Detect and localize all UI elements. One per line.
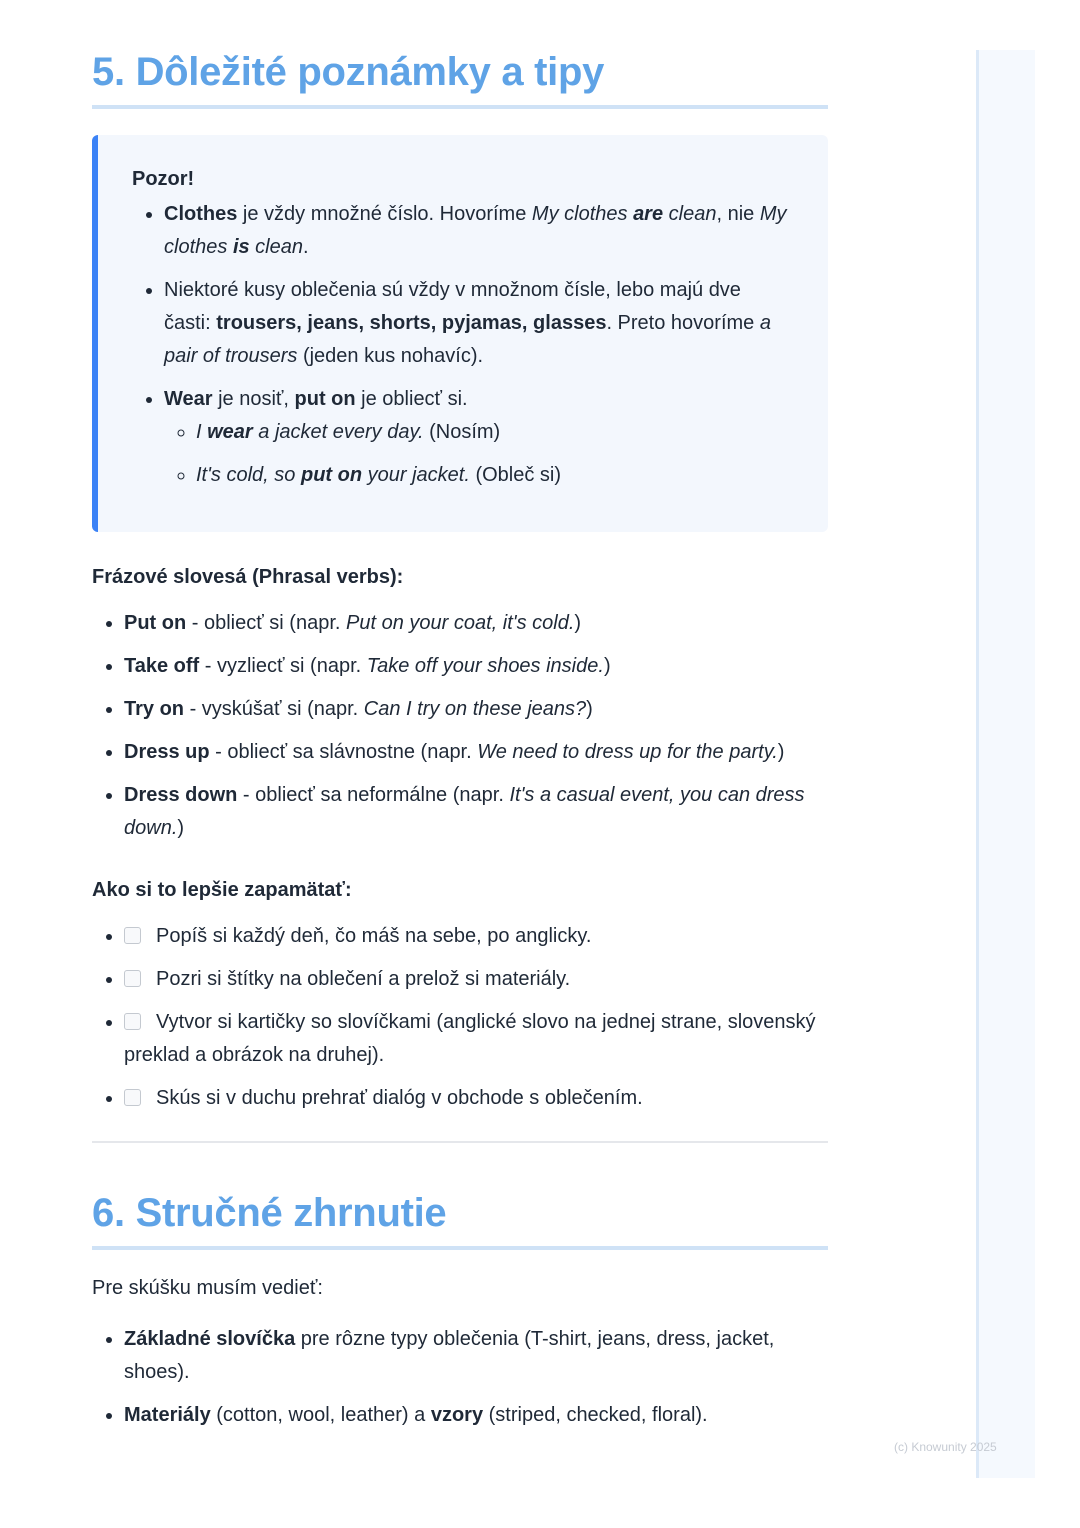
section-5-title: 5. Dôležité poznámky a tipy: [92, 50, 828, 109]
memorize-heading: Ako si to lepšie zapamätať:: [92, 879, 352, 901]
list-item: • Put on - obliecť si (napr. Put on your coat, it's cold.): [124, 607, 828, 640]
callout-item-clothes: • Clothes je vždy množné číslo. Hovoríme My clothes are clean, nie My clothes is clean.: [164, 198, 788, 264]
phrasal-verbs-heading: Frázové slovesá (Phrasal verbs):: [92, 566, 404, 588]
checkbox[interactable]: [124, 1013, 141, 1030]
wear-examples: [164, 416, 788, 492]
summary-intro: Pre skúšku musím vedieť:: [92, 1277, 323, 1299]
list-item: • Take off - vyzliecť si (napr. Take off your shoes inside.): [124, 650, 828, 683]
callout-item-wear: • Wear je nosiť, put on je obliecť si. ◦ I wear a jacket every day. (Nosím) ◦ It's cold, so put on your jacket. (Obleč si): [164, 383, 788, 492]
callout-item-plural: • Niektoré kusy oblečenia sú vždy v množnom čísle, lebo majú dve časti: trousers, jeans, shorts, pyjamas, glasses. Preto hovoríme a pair of trousers (jeden kus nohavíc).: [164, 274, 788, 373]
document-content: [92, 50, 828, 1442]
phrasal-verbs-list: [92, 607, 828, 845]
list-item: • Try on - vyskúšať si (napr. Can I try on these jeans?): [124, 693, 828, 726]
put-on-example: ◦ It's cold, so put on your jacket. (Obleč si): [196, 459, 788, 492]
list-item: • Materiály (cotton, wool, leather) a vzory (striped, checked, floral).: [124, 1399, 828, 1432]
section-divider: [92, 1141, 828, 1143]
checklist-item: • Skús si v duchu prehrať dialóg v obchode s oblečením.: [124, 1082, 828, 1115]
checklist-item: • Popíš si každý deň, čo máš na sebe, po anglicky.: [124, 920, 828, 953]
checkbox[interactable]: [124, 970, 141, 987]
list-item: • Dress down - obliecť sa neformálne (napr. It's a casual event, you can dress down.): [124, 779, 828, 845]
list-item: • Základné slovíčka pre rôzne typy oblečenia (T-shirt, jeans, dress, jacket, shoes).: [124, 1323, 828, 1389]
wear-example: ◦ I wear a jacket every day. (Nosím): [196, 416, 788, 449]
summary-list: [92, 1323, 828, 1432]
checklist-item: • Pozri si štítky na oblečení a prelož si materiály.: [124, 963, 828, 996]
section-6-title: 6. Stručné zhrnutie: [92, 1191, 828, 1250]
memorize-checklist: [92, 920, 828, 1115]
list-item: • Dress up - obliecť sa slávnostne (napr. We need to dress up for the party.): [124, 736, 828, 769]
copyright-footer: (c) Knowunity 2025: [894, 1440, 997, 1454]
callout-title: Pozor!: [132, 168, 195, 190]
checkbox[interactable]: [124, 1089, 141, 1106]
callout-list: [132, 198, 788, 492]
side-panel: [976, 50, 1035, 1478]
checkbox[interactable]: [124, 927, 141, 944]
checklist-item: • Vytvor si kartičky so slovíčkami (anglické slovo na jednej strane, slovenský preklad a obrázok na druhej).: [124, 1006, 828, 1072]
warning-callout: [92, 135, 828, 532]
